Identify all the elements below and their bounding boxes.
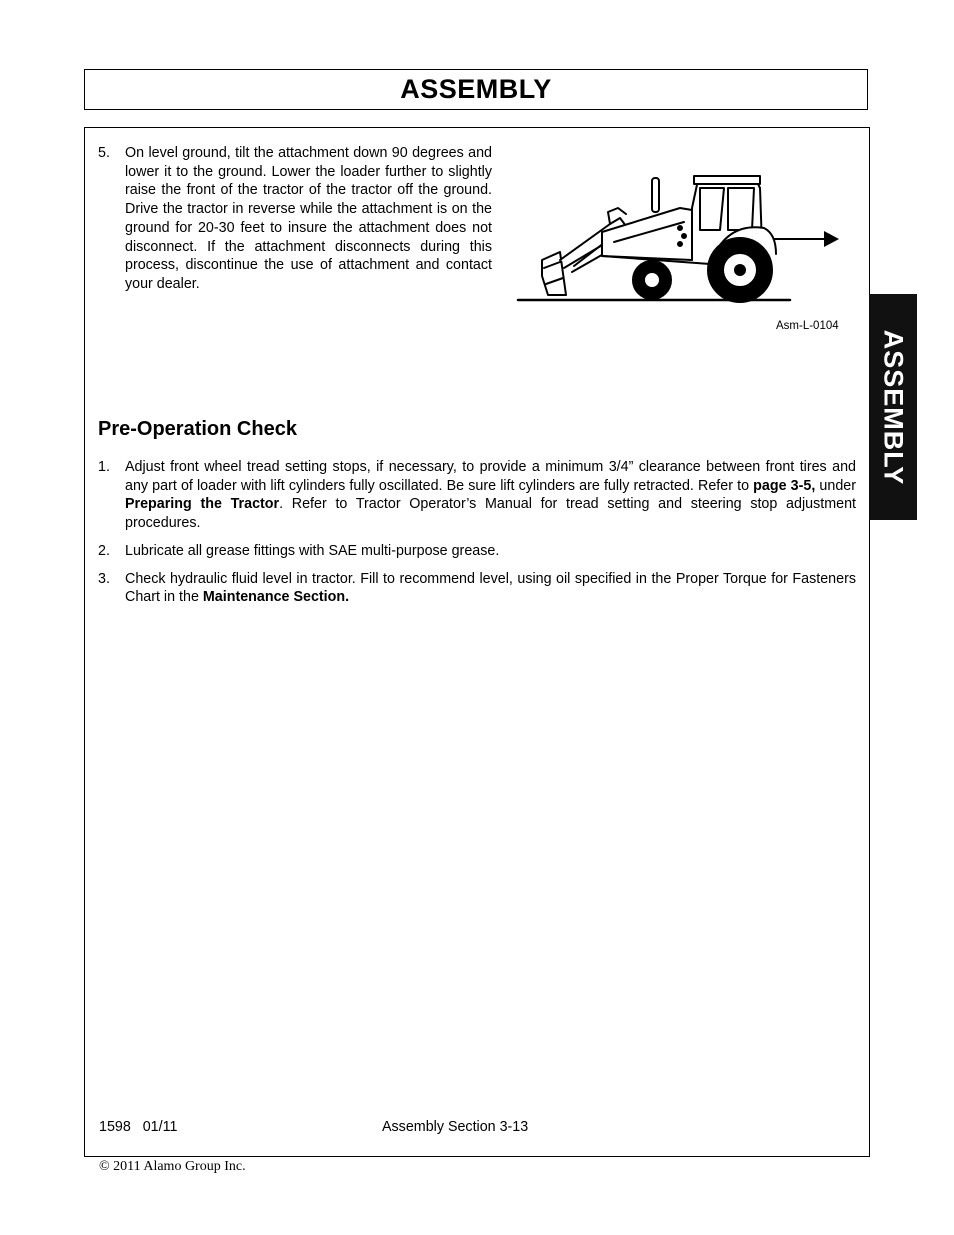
page-reference: page 3-5,: [753, 477, 816, 494]
tractor-with-loader-reversing-icon: [514, 168, 849, 338]
list-item: [98, 542, 856, 561]
section-side-tab: [869, 294, 917, 520]
list-item-text: [125, 458, 856, 533]
section-reference: Preparing the Tractor: [125, 496, 280, 513]
copyright-notice: © 2011 Alamo Group Inc.: [99, 1159, 246, 1174]
step-5-text: On level ground, tilt the attachment down 90 degrees and lower it to the ground. Lower the loader further to slightly raise the front of the tractor of the tractor off the ground. Drive the tractor in reverse while the attachment is on the ground for 20-30 feet to insure the attachment does not disconnect. If the attachment disconnects during this process, discontinue the use of attachment and contact your dealer.: [125, 145, 492, 292]
list-item-text-part: under: [815, 477, 856, 494]
list-item-number: 3.: [98, 570, 110, 587]
footer-model-date: 1598 01/11: [99, 1119, 178, 1135]
pre-operation-list: [98, 458, 856, 616]
list-item: [98, 458, 856, 533]
tractor-figure: [514, 168, 849, 338]
list-item-text: [125, 570, 856, 607]
figure-caption: Asm-L-0104: [776, 320, 839, 332]
list-item-text-part: . Refer to Tractor Operator’s Manual for tread setting and steering stop adjustment procedures.: [125, 496, 856, 532]
section-reference: Maintenance Section.: [202, 589, 350, 606]
list-item-text: Lubricate all grease fittings with SAE multi-purpose grease.: [125, 542, 500, 559]
list-item-text-part: Check hydraulic fluid level in tractor. Fill to recommend level, using oil specified in the Proper Torque for Fasteners Chart in the: [125, 570, 856, 606]
list-item-text-part: Adjust front wheel tread setting stops, if necessary, to provide a minimum 3/4” clearance between front tires and any part of loader with lift cylinders fully oscillated. Be sure lift cylinders are fully retracted. Refer to: [125, 459, 856, 494]
page-header-title: ASSEMBLY: [400, 74, 552, 104]
page-header: [84, 69, 868, 110]
step-5-number: 5.: [98, 145, 110, 161]
list-item-number: 2.: [98, 542, 110, 559]
list-item: [98, 570, 856, 607]
section-side-tab-label: ASSEMBLY: [878, 329, 909, 485]
list-item-number: 1.: [98, 459, 110, 475]
section-heading: Pre-Operation Check: [98, 418, 297, 440]
step-5: [98, 144, 492, 294]
footer-page-number: Assembly Section 3-13: [382, 1119, 529, 1135]
